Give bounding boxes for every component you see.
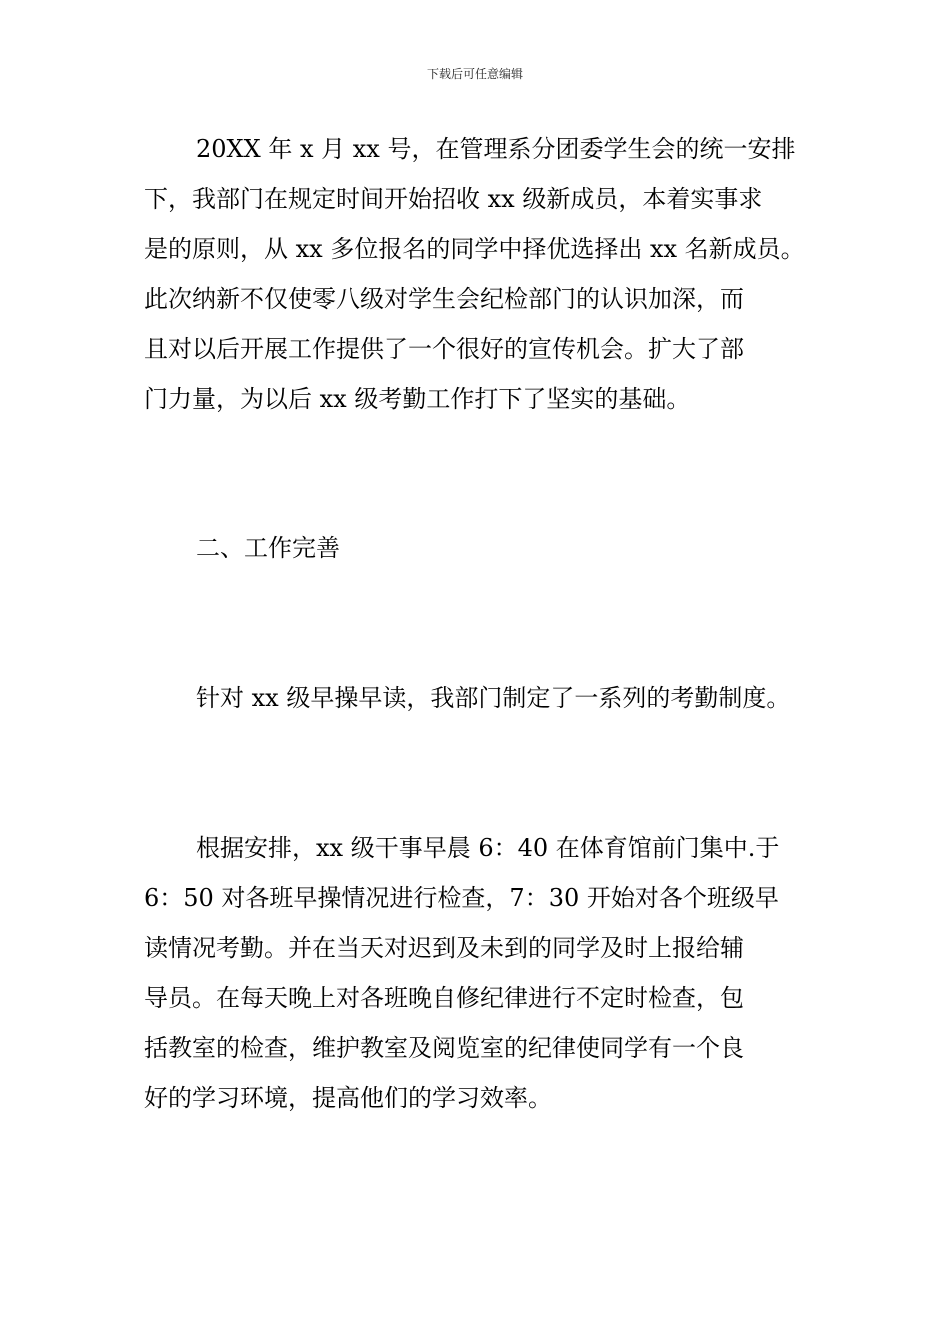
text-line: 6：50 对各班早操情况进行检查，7：30 开始对各个班级早 — [144, 884, 779, 912]
paragraph-recruitment — [144, 124, 810, 424]
text-line: 此次纳新不仅使零八级对学生会纪检部门的认识加深，而 — [144, 285, 744, 313]
text-line: 下，我部门在规定时间开始招收 xx 级新成员，本着实事求 — [144, 185, 763, 213]
page-header: 下载后可任意编辑 — [426, 67, 523, 81]
paragraph-attendance-system — [144, 673, 810, 723]
heading-text: 二、工作完善 — [196, 534, 340, 562]
text-line: 导员。在每天晚上对各班晚自修纪律进行不定时检查，包 — [144, 984, 744, 1012]
text-line: 针对 xx 级早操早读，我部门制定了一系列的考勤制度。 — [196, 684, 791, 712]
text-line: 是的原则，从 xx 多位报名的同学中择优选择出 xx 名新成员。 — [144, 235, 805, 263]
text-line: 读情况考勤。并在当天对迟到及未到的同学及时上报给辅 — [144, 934, 744, 962]
text-line: 且对以后开展工作提供了一个很好的宣传机会。扩大了部 — [144, 335, 744, 363]
text-line: 根据安排，xx 级干事早晨 6：40 在体育馆前门集中.于 — [196, 834, 780, 862]
text-line: 好的学习环境，提高他们的学习效率。 — [144, 1084, 552, 1112]
text-line: 门力量，为以后 xx 级考勤工作打下了坚实的基础。 — [144, 385, 691, 413]
text-line: 20XX 年 x 月 xx 号，在管理系分团委学生会的统一安排 — [196, 135, 796, 163]
section-heading — [144, 523, 810, 573]
paragraph-schedule — [144, 823, 810, 1123]
text-line: 括教室的检查，维护教室及阅览室的纪律使同学有一个良 — [144, 1034, 744, 1062]
